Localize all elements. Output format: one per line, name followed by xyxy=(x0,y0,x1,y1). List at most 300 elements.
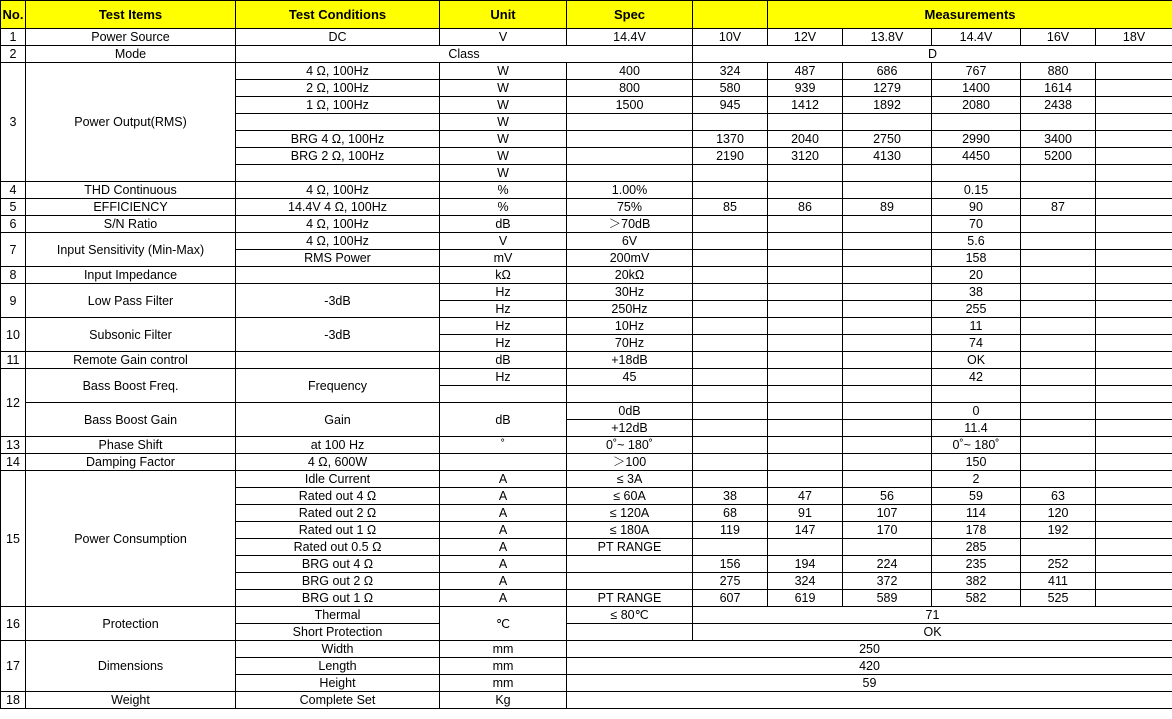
measurement-cell xyxy=(693,420,768,437)
unit-cell xyxy=(440,386,567,403)
test-item: Phase Shift xyxy=(26,437,236,454)
spec-cell: ≤ 60A xyxy=(567,488,693,505)
test-item: Bass Boost Freq. xyxy=(26,369,236,403)
measurement-cell: 3120 xyxy=(768,148,843,165)
table-row xyxy=(1,199,1172,216)
test-condition: Length xyxy=(236,658,440,675)
test-item: Dimensions xyxy=(26,641,236,692)
header-blank xyxy=(693,1,768,29)
measurement-cell: 589 xyxy=(843,590,932,607)
measurement-cell xyxy=(768,539,843,556)
unit-cell: Hz xyxy=(440,335,567,352)
spec-cell: ≤ 3A xyxy=(567,471,693,488)
measurement-cell xyxy=(1021,182,1096,199)
table-row xyxy=(1,369,1172,386)
measurement-cell xyxy=(1021,386,1096,403)
row-no: 7 xyxy=(1,233,26,267)
measurement-cell xyxy=(768,233,843,250)
measurement-cell: 607 xyxy=(693,590,768,607)
measurement-cell: 16V xyxy=(1021,29,1096,46)
measurement-cell: 324 xyxy=(693,63,768,80)
table-row xyxy=(1,437,1172,454)
row-no: 17 xyxy=(1,641,26,692)
measurement-cell xyxy=(768,335,843,352)
measurement-cell: 2990 xyxy=(932,131,1021,148)
measurement-cell xyxy=(693,301,768,318)
test-condition: Rated out 0.5 Ω xyxy=(236,539,440,556)
measurement-cell xyxy=(768,403,843,420)
measurement-cell xyxy=(1096,165,1172,182)
test-item: Input Sensitivity (Min-Max) xyxy=(26,233,236,267)
test-condition: Thermal xyxy=(236,607,440,624)
table-row xyxy=(1,403,1172,420)
unit-cell: A xyxy=(440,471,567,488)
measurement-cell xyxy=(1096,267,1172,284)
spec-cell xyxy=(567,165,693,182)
unit-cell: A xyxy=(440,488,567,505)
unit-cell: A xyxy=(440,556,567,573)
header-test-conditions: Test Conditions xyxy=(236,1,440,29)
measurement-cell: 285 xyxy=(932,539,1021,556)
measurement-cell xyxy=(693,233,768,250)
test-item: Mode xyxy=(26,46,236,63)
measurement-cell xyxy=(693,318,768,335)
measurement-cell xyxy=(693,454,768,471)
unit-cell: mV xyxy=(440,250,567,267)
measurement-cell xyxy=(1096,369,1172,386)
measurement-cell: 74 xyxy=(932,335,1021,352)
measurement-cell: 59 xyxy=(932,488,1021,505)
unit-cell: % xyxy=(440,199,567,216)
spec-cell xyxy=(567,131,693,148)
measurement-cell: 2750 xyxy=(843,131,932,148)
spec-cell: 45 xyxy=(567,369,693,386)
measurement-cell xyxy=(1096,97,1172,114)
table-row xyxy=(1,267,1172,284)
measurement-cell xyxy=(1021,335,1096,352)
test-condition: 4 Ω, 100Hz xyxy=(236,63,440,80)
measurement-cell: 5.6 xyxy=(932,233,1021,250)
measurement-cell xyxy=(693,352,768,369)
row-no: 14 xyxy=(1,454,26,471)
measurement-cell xyxy=(567,692,1172,709)
test-condition xyxy=(236,165,440,182)
test-item: Power Consumption xyxy=(26,471,236,607)
unit-cell: dB xyxy=(440,403,567,437)
unit-cell: ℃ xyxy=(440,607,567,641)
table-row xyxy=(1,641,1172,658)
spec-cell xyxy=(567,114,693,131)
row-no: 16 xyxy=(1,607,26,641)
spec-cell xyxy=(567,573,693,590)
measurement-cell: 252 xyxy=(1021,556,1096,573)
measurement-cell xyxy=(1096,318,1172,335)
measurement-cell: 91 xyxy=(768,505,843,522)
row-no: 2 xyxy=(1,46,26,63)
spec-cell: 800 xyxy=(567,80,693,97)
measurement-cell xyxy=(1021,471,1096,488)
measurement-cell xyxy=(768,216,843,233)
measurement-cell xyxy=(693,335,768,352)
test-condition: 4 Ω, 100Hz xyxy=(236,233,440,250)
test-condition: BRG 4 Ω, 100Hz xyxy=(236,131,440,148)
spec-cell: 0dB xyxy=(567,403,693,420)
table-row xyxy=(1,692,1172,709)
measurement-cell xyxy=(1096,505,1172,522)
measurement-cell xyxy=(1096,114,1172,131)
measurement-cell: 686 xyxy=(843,63,932,80)
measurement-cell: 939 xyxy=(768,80,843,97)
spec-cell: 70Hz xyxy=(567,335,693,352)
measurement-cell xyxy=(1096,420,1172,437)
unit-cell: W xyxy=(440,148,567,165)
table-row xyxy=(1,233,1172,250)
measurement-cell: 324 xyxy=(768,573,843,590)
measurement-cell xyxy=(693,471,768,488)
unit-cell: mm xyxy=(440,658,567,675)
measurement-cell: 194 xyxy=(768,556,843,573)
unit-cell: dB xyxy=(440,216,567,233)
measurement-cell xyxy=(1096,63,1172,80)
measurement-cell: 487 xyxy=(768,63,843,80)
test-condition xyxy=(236,267,440,284)
measurement-cell: 1400 xyxy=(932,80,1021,97)
measurement-cell xyxy=(1096,539,1172,556)
row-no: 9 xyxy=(1,284,26,318)
unit-cell: A xyxy=(440,505,567,522)
measurement-cell: 178 xyxy=(932,522,1021,539)
unit-cell: mm xyxy=(440,675,567,692)
unit-cell: Kg xyxy=(440,692,567,709)
test-condition: Height xyxy=(236,675,440,692)
measurement-cell: 85 xyxy=(693,199,768,216)
measurement-cell: 56 xyxy=(843,488,932,505)
table-row xyxy=(1,318,1172,335)
unit-cell: Hz xyxy=(440,284,567,301)
measurement-cell: 0˚~ 180˚ xyxy=(932,437,1021,454)
measurement-cell: 68 xyxy=(693,505,768,522)
measurement-cell xyxy=(1021,114,1096,131)
measurement-cell xyxy=(843,165,932,182)
measurement-cell xyxy=(1096,131,1172,148)
measurement-cell xyxy=(1096,556,1172,573)
measurement-cell: 255 xyxy=(932,301,1021,318)
measurement-cell xyxy=(843,471,932,488)
spec-cell: ＞70dB xyxy=(567,216,693,233)
measurement-cell: 90 xyxy=(932,199,1021,216)
measurement-cell: 2 xyxy=(932,471,1021,488)
measurement-cell xyxy=(768,301,843,318)
measurement-cell: 156 xyxy=(693,556,768,573)
test-condition: at 100 Hz xyxy=(236,437,440,454)
unit-cell: V xyxy=(440,233,567,250)
measurement-cell: 372 xyxy=(843,573,932,590)
measurement-cell xyxy=(1021,267,1096,284)
measurement-cell xyxy=(768,182,843,199)
table-row xyxy=(1,46,1172,63)
unit-cell: % xyxy=(440,182,567,199)
measurement-cell: 12V xyxy=(768,29,843,46)
spec-cell: 75% xyxy=(567,199,693,216)
unit-cell: A xyxy=(440,522,567,539)
measurement-cell: 158 xyxy=(932,250,1021,267)
measurement-cell xyxy=(1096,386,1172,403)
test-item: Bass Boost Gain xyxy=(26,403,236,437)
measurement-cell: 71 xyxy=(693,607,1172,624)
test-item: Subsonic Filter xyxy=(26,318,236,352)
measurement-cell xyxy=(768,267,843,284)
table-row xyxy=(1,29,1172,46)
measurement-cell xyxy=(693,539,768,556)
row-no: 4 xyxy=(1,182,26,199)
test-item: Protection xyxy=(26,607,236,641)
test-condition: 4 Ω, 600W xyxy=(236,454,440,471)
row-no: 18 xyxy=(1,692,26,709)
measurement-cell xyxy=(843,216,932,233)
unit-cell: W xyxy=(440,165,567,182)
measurement-cell xyxy=(932,114,1021,131)
measurement-cell xyxy=(1021,318,1096,335)
measurement-cell xyxy=(768,114,843,131)
measurement-cell xyxy=(1096,216,1172,233)
measurement-cell: 4450 xyxy=(932,148,1021,165)
measurement-cell xyxy=(843,250,932,267)
measurement-cell xyxy=(1096,284,1172,301)
table-row xyxy=(1,471,1172,488)
measurement-cell xyxy=(843,386,932,403)
spec-cell: PT RANGE xyxy=(567,539,693,556)
unit-cell: V xyxy=(440,29,567,46)
measurement-cell: 3400 xyxy=(1021,131,1096,148)
measurement-cell: 235 xyxy=(932,556,1021,573)
row-no: 11 xyxy=(1,352,26,369)
table-row xyxy=(1,352,1172,369)
measurement-cell xyxy=(1021,301,1096,318)
measurement-cell xyxy=(843,352,932,369)
measurement-cell xyxy=(843,369,932,386)
measurement-cell xyxy=(1096,80,1172,97)
measurement-cell xyxy=(768,318,843,335)
spec-cell: PT RANGE xyxy=(567,590,693,607)
measurement-cell xyxy=(768,420,843,437)
table-row xyxy=(1,182,1172,199)
measurement-cell xyxy=(843,182,932,199)
row-no: 6 xyxy=(1,216,26,233)
spec-cell xyxy=(567,556,693,573)
measurement-cell xyxy=(693,437,768,454)
test-condition xyxy=(236,114,440,131)
measurement-cell xyxy=(843,114,932,131)
measurement-cell: 2040 xyxy=(768,131,843,148)
unit-cell: A xyxy=(440,539,567,556)
spec-cell: 200mV xyxy=(567,250,693,267)
measurement-cell: 580 xyxy=(693,80,768,97)
measurement-cell xyxy=(1096,590,1172,607)
header-test-items: Test Items xyxy=(26,1,236,29)
measurement-cell xyxy=(843,539,932,556)
row-no: 15 xyxy=(1,471,26,607)
measurement-cell: 107 xyxy=(843,505,932,522)
measurement-cell xyxy=(1096,488,1172,505)
unit-cell: Hz xyxy=(440,318,567,335)
measurement-cell xyxy=(1021,352,1096,369)
measurement-cell: 120 xyxy=(1021,505,1096,522)
test-item: Low Pass Filter xyxy=(26,284,236,318)
spec-cell: 14.4V xyxy=(567,29,693,46)
measurement-cell xyxy=(843,420,932,437)
measurement-cell: 170 xyxy=(843,522,932,539)
spec-cell: 250Hz xyxy=(567,301,693,318)
row-no: 8 xyxy=(1,267,26,284)
measurement-cell xyxy=(768,454,843,471)
row-no: 13 xyxy=(1,437,26,454)
spec-cell: 10Hz xyxy=(567,318,693,335)
row-no: 12 xyxy=(1,369,26,437)
measurement-cell xyxy=(693,250,768,267)
measurement-cell xyxy=(693,182,768,199)
measurement-cell: 1614 xyxy=(1021,80,1096,97)
spec-cell: 1.00% xyxy=(567,182,693,199)
test-condition: Gain xyxy=(236,403,440,437)
measurement-cell: 1892 xyxy=(843,97,932,114)
measurement-cell: 11.4 xyxy=(932,420,1021,437)
measurement-cell: 420 xyxy=(567,658,1172,675)
unit-cell: kΩ xyxy=(440,267,567,284)
measurement-cell xyxy=(1021,216,1096,233)
test-item: Input Impedance xyxy=(26,267,236,284)
table-row xyxy=(1,63,1172,80)
spec-cell: ≤ 80℃ xyxy=(567,607,693,624)
unit-cell: W xyxy=(440,97,567,114)
measurement-cell xyxy=(843,284,932,301)
measurement-cell xyxy=(1021,165,1096,182)
spec-cell: 20kΩ xyxy=(567,267,693,284)
test-condition: Width xyxy=(236,641,440,658)
measurement-cell xyxy=(768,437,843,454)
header-no: No. xyxy=(1,1,26,29)
measurement-cell xyxy=(1096,148,1172,165)
measurement-cell xyxy=(1096,522,1172,539)
measurement-cell xyxy=(693,165,768,182)
measurement-cell xyxy=(1096,437,1172,454)
measurement-cell: 38 xyxy=(693,488,768,505)
table-row xyxy=(1,454,1172,471)
unit-cell: Hz xyxy=(440,301,567,318)
measurement-cell xyxy=(1096,182,1172,199)
measurement-cell xyxy=(932,386,1021,403)
measurement-cell: 880 xyxy=(1021,63,1096,80)
test-condition: BRG 2 Ω, 100Hz xyxy=(236,148,440,165)
measurement-cell xyxy=(843,233,932,250)
test-condition: 4 Ω, 100Hz xyxy=(236,182,440,199)
test-condition: BRG out 2 Ω xyxy=(236,573,440,590)
measurement-cell xyxy=(1096,233,1172,250)
measurement-cell xyxy=(693,403,768,420)
measurement-cell xyxy=(693,284,768,301)
unit-cell: A xyxy=(440,573,567,590)
measurement-cell: 2080 xyxy=(932,97,1021,114)
measurement-cell: 38 xyxy=(932,284,1021,301)
measurement-cell xyxy=(1021,250,1096,267)
spec-cell: ＞100 xyxy=(567,454,693,471)
spec-cell: 6V xyxy=(567,233,693,250)
test-item: THD Continuous xyxy=(26,182,236,199)
spec-cell: +12dB xyxy=(567,420,693,437)
spec-cell: +18dB xyxy=(567,352,693,369)
measurement-cell: 275 xyxy=(693,573,768,590)
measurement-cell: 1279 xyxy=(843,80,932,97)
measurement-cell xyxy=(693,267,768,284)
measurement-cell xyxy=(1021,539,1096,556)
measurement-cell: 1370 xyxy=(693,131,768,148)
measurement-cell: 192 xyxy=(1021,522,1096,539)
unit-cell xyxy=(440,454,567,471)
measurement-cell: 411 xyxy=(1021,573,1096,590)
test-condition: Rated out 1 Ω xyxy=(236,522,440,539)
unit-cell: ˚ xyxy=(440,437,567,454)
measurement-cell: D xyxy=(693,46,1172,63)
measurement-cell: 582 xyxy=(932,590,1021,607)
measurement-cell xyxy=(843,267,932,284)
row-no: 3 xyxy=(1,63,26,182)
measurement-cell: 150 xyxy=(932,454,1021,471)
unit-cell: W xyxy=(440,80,567,97)
unit-cell: Hz xyxy=(440,369,567,386)
test-condition: Frequency xyxy=(236,369,440,403)
measurement-cell xyxy=(1096,471,1172,488)
measurement-cell xyxy=(1021,403,1096,420)
measurement-cell xyxy=(693,216,768,233)
measurement-cell xyxy=(693,114,768,131)
spec-cell: 30Hz xyxy=(567,284,693,301)
measurement-cell: 619 xyxy=(768,590,843,607)
measurement-cell: 0 xyxy=(932,403,1021,420)
spec-cell: ≤ 120A xyxy=(567,505,693,522)
table-row xyxy=(1,284,1172,301)
measurement-cell: 87 xyxy=(1021,199,1096,216)
test-condition: Short Protection xyxy=(236,624,440,641)
test-condition: Idle Current xyxy=(236,471,440,488)
measurement-cell xyxy=(843,301,932,318)
measurement-cell xyxy=(768,165,843,182)
measurement-cell: 224 xyxy=(843,556,932,573)
measurement-cell: 250 xyxy=(567,641,1172,658)
measurement-cell xyxy=(843,454,932,471)
test-condition: BRG out 1 Ω xyxy=(236,590,440,607)
measurement-cell: 20 xyxy=(932,267,1021,284)
measurement-cell: 70 xyxy=(932,216,1021,233)
measurement-cell: 4130 xyxy=(843,148,932,165)
measurement-cell xyxy=(768,471,843,488)
measurement-cell: 525 xyxy=(1021,590,1096,607)
test-item: Damping Factor xyxy=(26,454,236,471)
measurement-cell: 59 xyxy=(567,675,1172,692)
unit-cell: W xyxy=(440,114,567,131)
test-condition: 4 Ω, 100Hz xyxy=(236,216,440,233)
measurement-cell xyxy=(843,437,932,454)
measurement-cell: 945 xyxy=(693,97,768,114)
test-item: Remote Gain control xyxy=(26,352,236,369)
measurement-cell xyxy=(843,318,932,335)
measurement-cell: 11 xyxy=(932,318,1021,335)
measurement-cell: 86 xyxy=(768,199,843,216)
measurement-cell xyxy=(843,403,932,420)
measurement-cell: 18V xyxy=(1096,29,1172,46)
spec-cell xyxy=(567,386,693,403)
measurement-cell xyxy=(768,250,843,267)
header-row xyxy=(1,1,1172,29)
measurement-cell: OK xyxy=(932,352,1021,369)
